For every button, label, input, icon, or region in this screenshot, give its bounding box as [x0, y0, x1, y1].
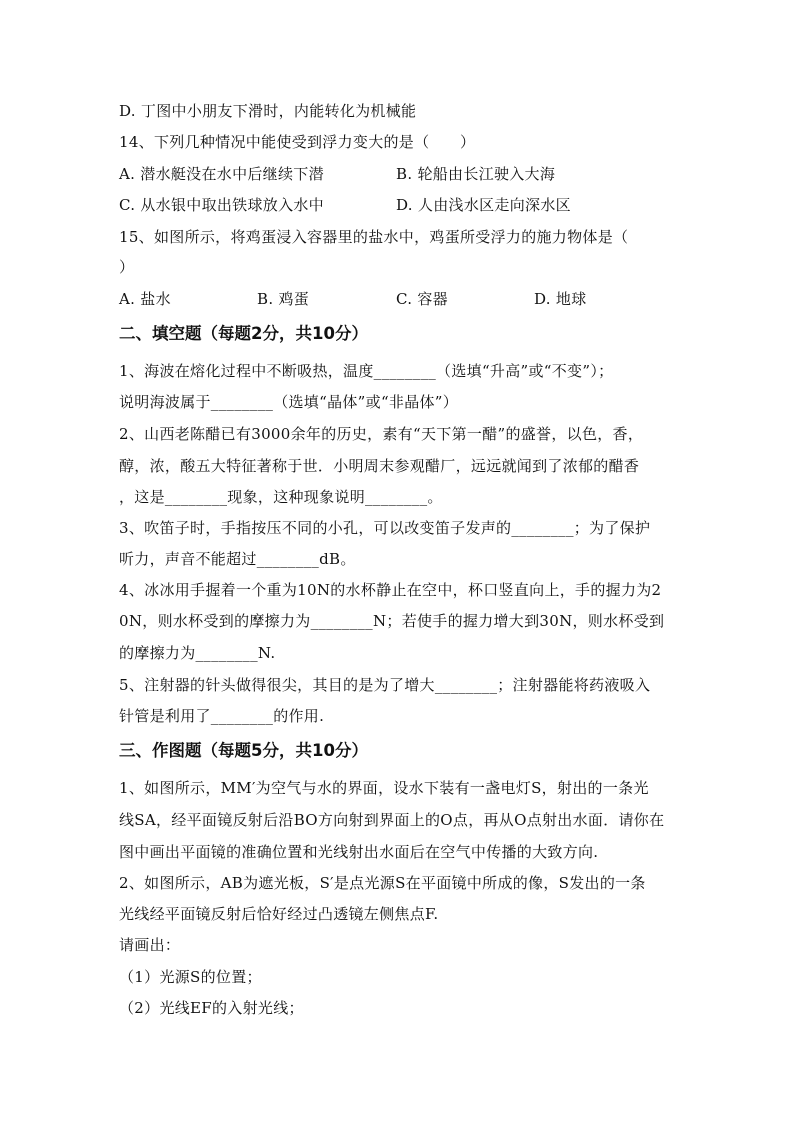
- s3-q2-line-3: 请画出：: [119, 936, 181, 954]
- s3-q1-line-3: 图中画出平面镜的准确位置和光线射出水面后在空气中传播的大致方向.: [119, 843, 599, 861]
- s2-q5-line-1: 5、注射器的针头做得很尖，其目的是为了增大________；注射器能将药液吸入: [119, 676, 651, 694]
- s2-q5-line-2: 针管是利用了________的作用.: [119, 707, 325, 725]
- s2-q3-line-2: 听力，声音不能超过________dB。: [119, 550, 356, 568]
- s3-q2-line-1: 2、如图所示，AB为遮光板，S′是点光源S在平面镜中所成的像，S发出的一条: [119, 874, 646, 892]
- s3-q2-line-4: （1）光源S的位置；: [119, 968, 262, 986]
- q15-option-d: D. 地球: [534, 290, 587, 308]
- s3-q1-line-1: 1、如图所示，MM′为空气与水的界面，设水下装有一盏电灯S，射出的一条光: [119, 779, 649, 797]
- q14-option-d: D. 人由浅水区走向深水区: [396, 196, 571, 214]
- s2-q1-line-1: 1、海波在熔化过程中不断吸热，温度________（选填“升高”或“不变”）；: [119, 362, 614, 380]
- s2-q3-line-1: 3、吹笛子时，手指按压不同的小孔，可以改变笛子发声的________；为了保护: [119, 519, 651, 537]
- q15-stem-line-1: 15、如图所示，将鸡蛋浸入容器里的盐水中，鸡蛋所受浮力的施力物体是（: [119, 228, 629, 246]
- section-2-title: 二、填空题（每题2分，共10分）: [119, 324, 368, 343]
- q15-option-c: C. 容器: [396, 290, 448, 308]
- s2-q2-line-1: 2、山西老陈醋已有3000余年的历史，素有“天下第一醋”的盛誉，以色，香，: [119, 425, 644, 443]
- q14-stem: 14、下列几种情况中能使受到浮力变大的是（ ）: [119, 133, 476, 151]
- q14-option-a: A. 潜水艇没在水中后继续下潜: [119, 165, 324, 183]
- q15-option-a: A. 盐水: [119, 290, 171, 308]
- s2-q4-line-1: 4、冰冰用手握着一个重为10N的水杯静止在空中，杯口竖直向上，手的握力为2: [119, 581, 662, 599]
- s2-q2-line-3: ，这是________现象，这种现象说明________。: [119, 488, 443, 506]
- q15-stem-line-2: ）: [119, 258, 135, 276]
- q14-option-c: C. 从水银中取出铁球放入水中: [119, 196, 324, 214]
- section-3-title: 三、作图题（每题5分，共10分）: [119, 741, 368, 760]
- s2-q2-line-2: 醇，浓，酸五大特征著称于世．小明周末参观醋厂，远远就闻到了浓郁的醋香: [119, 457, 640, 475]
- s3-q1-line-2: 线SA，经平面镜反射后沿BO方向射到界面上的O点，再从O点射出水面．请你在: [119, 811, 665, 829]
- s2-q1-line-2: 说明海波属于________（选填“晶体”或“非晶体”）: [119, 393, 459, 411]
- q14-option-b: B. 轮船由长江驶入大海: [396, 165, 556, 183]
- q13-option-d: D. 丁图中小朋友下滑时，内能转化为机械能: [119, 102, 417, 120]
- s2-q4-line-3: 的摩擦力为________N.: [119, 644, 276, 662]
- s3-q2-line-2: 光线经平面镜反射后恰好经过凸透镜左侧焦点F.: [119, 905, 439, 923]
- q15-option-b: B. 鸡蛋: [257, 290, 310, 308]
- s3-q2-line-5: （2）光线EF的入射光线；: [119, 999, 304, 1017]
- s2-q4-line-2: 0N，则水杯受到的摩擦力为________N；若使手的握力增大到30N，则水杯受到: [119, 612, 665, 630]
